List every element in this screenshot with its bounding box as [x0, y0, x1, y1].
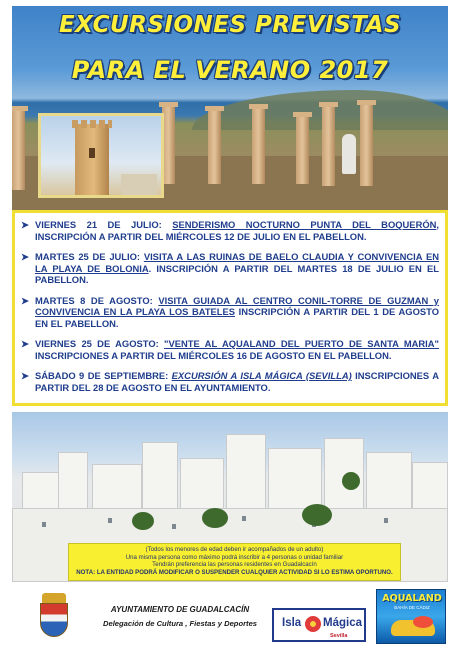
white-house — [92, 464, 142, 514]
event-activity: EXCURSIÓN A ISLA MÁGICA (SEVILLA) — [171, 370, 352, 381]
shield-icon — [40, 603, 68, 637]
white-house — [22, 472, 62, 512]
tower-window — [89, 148, 95, 158]
arrow-icon: ➤ — [21, 251, 29, 262]
event-details: INSCRIPCIÓN A PARTIR DEL 1 DE AGOSTO EN EL PABELLON. — [35, 306, 439, 329]
event-date: SÁBADO 9 DE SEPTIEMBRE: — [35, 370, 169, 381]
poster-title-line1: EXCURSIONES PREVISTAS — [58, 12, 402, 38]
event-details: . INSCRIPCIÓN A PARTIR DEL MARTES 18 DE JULIO EN EL PABELLON. — [35, 262, 439, 285]
isla-magica-word2: Mágica — [323, 617, 362, 629]
guzman-tower — [75, 124, 109, 196]
event-date: MARTES 8 DE AGOSTO: — [35, 294, 153, 306]
coastal-hill — [192, 90, 448, 130]
delegacion-name: Delegación de Cultura , Fiestas y Deportes — [102, 619, 258, 628]
aqualand-subtitle: BAHÍA DE CÁDIZ — [394, 605, 430, 610]
event-item — [21, 370, 439, 393]
note-line: NOTA: LA ENTIDAD PODRÁ MODIFICAR O SUSPENDER CUALQUIER ACTIVIDAD SI LO ESTIMA OPORTUNO. — [76, 568, 393, 576]
aqualand-name: AQUALAND — [382, 593, 442, 604]
splash-icon — [413, 616, 433, 628]
roman-column — [252, 108, 265, 184]
arrow-icon: ➤ — [21, 294, 29, 306]
event-activity: "VENTE AL AQUALAND DEL PUERTO DE SANTA MARIA" — [164, 338, 439, 349]
isla-magica-logo — [272, 608, 366, 642]
tower-inset-photo — [38, 113, 164, 198]
event-details: , INSCRIPCIÓN A PARTIR DEL MIÉRCOLES 12 DE JULIO EN EL PABELLON. — [35, 219, 440, 242]
event-item — [21, 251, 439, 286]
house-window — [172, 524, 176, 529]
roman-statue — [342, 134, 356, 174]
event-activity: VISITA A LAS RUINAS DE BAELO CLAUDIA Y CONVIVENCIA EN LA PLAYA DE BOLONIA — [35, 251, 439, 274]
guadalcacin-coat-of-arms-icon — [40, 593, 68, 639]
event-details: INSCRIPCIONES A PARTIR DEL MIÉRCOLES 16 DE AGOSTO EN EL PABELLON. — [35, 349, 392, 361]
tower-house — [121, 174, 157, 196]
event-activity: SENDERISMO NOCTURNO PUNTA DEL BOQUERÓN — [172, 219, 437, 230]
event-item — [21, 219, 439, 242]
house-window — [108, 518, 112, 523]
events-box — [12, 210, 448, 406]
white-house — [58, 452, 88, 512]
arrow-icon: ➤ — [21, 219, 29, 230]
poster-title-line2: PARA EL VERANO 2017 — [71, 56, 389, 84]
palm-tree — [132, 512, 154, 530]
roman-column — [208, 110, 221, 184]
event-item — [21, 295, 439, 330]
conditions-note — [68, 543, 401, 581]
event-item — [21, 338, 439, 361]
house-window — [384, 518, 388, 523]
flower-icon — [305, 616, 321, 632]
event-details: INSCRIPCIONES A PARTIR DEL 28 DE AGOSTO EN EL AYUNTAMIENTO. — [35, 370, 439, 393]
white-house — [412, 462, 448, 514]
event-activity: VISITA GUIADA AL CENTRO CONIL-TORRE DE GUZMAN y CONVIVENCIA EN LA PLAYA LOS BATELES — [35, 294, 439, 317]
aqualand-logo — [376, 589, 446, 644]
note-line: (Todos los menores de edad deben ir acompañados de un adulto) — [145, 546, 324, 553]
house-window — [242, 516, 246, 521]
isla-magica-word1: Isla — [282, 617, 302, 629]
organizer — [82, 603, 278, 631]
arrow-icon: ➤ — [21, 370, 29, 381]
white-house — [366, 452, 412, 514]
crown-icon — [42, 593, 66, 603]
white-house — [180, 458, 224, 514]
white-house — [142, 442, 178, 512]
note-line: Tendrán preferencia las personas residentes en Guadalcacín — [152, 561, 317, 569]
event-date: VIERNES 25 DE AGOSTO: — [35, 338, 159, 349]
roman-column — [296, 116, 309, 184]
note-line: Una misma persona como máximo podrá inscribir a 4 personas o unidad familiar — [125, 553, 344, 561]
palm-tree — [202, 508, 228, 528]
roman-column — [322, 106, 335, 186]
white-house — [226, 434, 266, 514]
palm-tree — [302, 504, 332, 526]
ayuntamiento-name: AYUNTAMIENTO DE GUADALCACÍN — [110, 605, 250, 614]
roman-column — [360, 104, 373, 186]
event-date: VIERNES 21 DE JULIO: — [35, 219, 162, 230]
event-date: MARTES 25 DE JULIO: — [35, 251, 141, 262]
palm-tree — [342, 472, 360, 490]
isla-magica-city: Sevilla — [330, 633, 348, 639]
arrow-icon: ➤ — [21, 338, 29, 349]
roman-column — [12, 110, 25, 190]
house-window — [42, 522, 46, 527]
